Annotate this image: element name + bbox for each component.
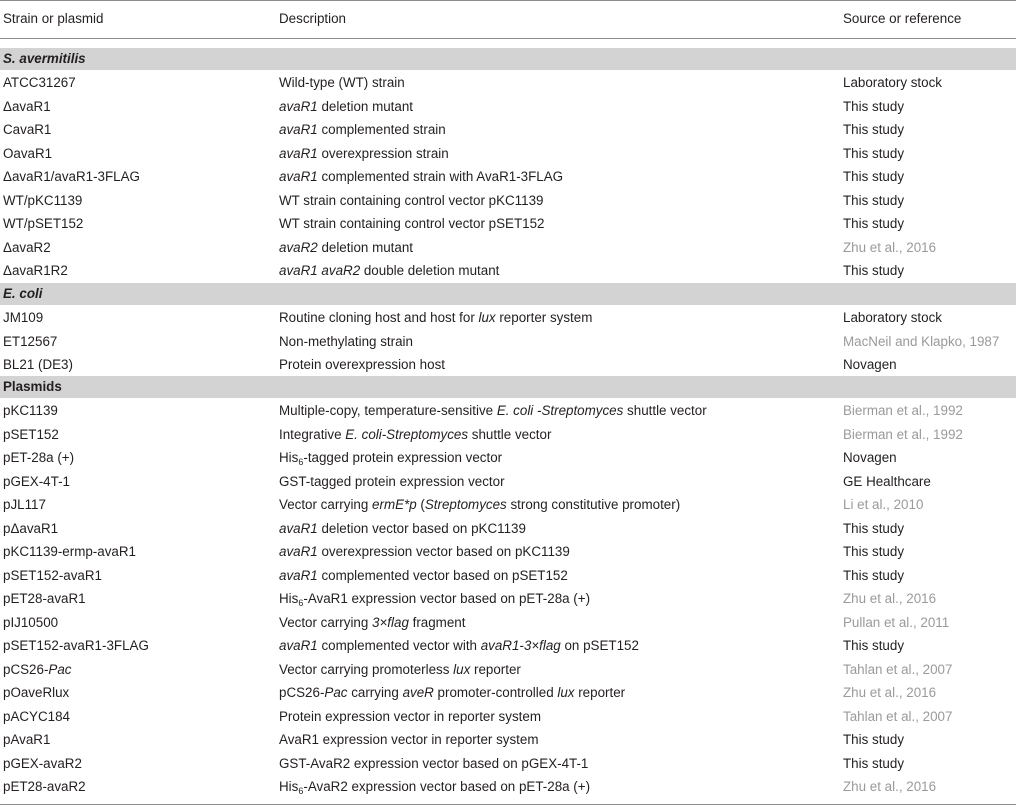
reference-link[interactable]: Tahlan et al., 2007 (843, 708, 953, 724)
description: Vector carrying 3×flag fragment (279, 614, 466, 630)
source-text: Laboratory stock (843, 310, 942, 325)
table-row (0, 634, 1016, 658)
reference-link[interactable]: Zhu et al., 2016 (843, 779, 937, 794)
table-row (0, 330, 1016, 354)
header-description: Description (279, 11, 346, 26)
strain-name: OavaR1 (3, 145, 53, 161)
source-text: This study (843, 544, 905, 559)
strain-name: ΔavaR1R2 (3, 263, 68, 278)
header-strain: Strain or plasmid (3, 11, 104, 26)
table-row (0, 705, 1016, 729)
strain-name: pKC1139-ermp-avaR1 (3, 544, 136, 559)
description: AvaR1 expression vector in reporter system (279, 732, 539, 747)
source-text: This study (843, 122, 905, 137)
description: avaR2 deletion mutant (279, 239, 414, 255)
strain-name: pIJ10500 (3, 614, 59, 630)
source-text: This study (843, 520, 905, 536)
strain-name: pGEX-avaR2 (3, 755, 82, 771)
source-text: This study (843, 169, 905, 184)
reference-link[interactable]: Zhu et al., 2016 (843, 239, 937, 255)
table-row (0, 165, 1016, 189)
source-text: This study (843, 732, 905, 747)
strain-name: JM109 (3, 310, 44, 325)
description: His$_6$-tagged protein expression vector (279, 450, 503, 467)
reference-link[interactable]: MacNeil and Klapko, 1987 (843, 333, 1000, 349)
table-bottom-rule (0, 804, 1016, 805)
strain-name: pSET152-avaR1-3FLAG (3, 638, 149, 653)
section-title: S. avermitilis (3, 51, 86, 66)
description: Routine cloning host and host for lux reporter system (279, 310, 593, 325)
description: avaR1 complemented vector based on pSET152 (279, 567, 568, 583)
strain-name: ΔavaR1/avaR1-3FLAG (3, 169, 140, 184)
strain-name: pKC1139 (3, 403, 58, 418)
table-row (0, 564, 1016, 588)
table-row (0, 611, 1016, 635)
description: Integrative E. coli-Streptomyces shuttle vector (279, 426, 552, 442)
table-row (0, 493, 1016, 517)
table-row (0, 212, 1016, 236)
strain-name: pGEX-4T-1 (3, 473, 70, 489)
source-text: This study (843, 145, 905, 161)
description: His$_6$-AvaR2 expression vector based on pET-28a (+) (279, 779, 591, 796)
strain-name: pAvaR1 (3, 732, 51, 747)
source-text: Novagen (843, 450, 897, 465)
table-row (0, 423, 1016, 447)
strain-name: pET-28a (+) (3, 450, 75, 465)
reference-link[interactable]: Zhu et al., 2016 (843, 685, 937, 700)
description: avaR1 complemented vector with avaR1-3×flag on pSET152 (279, 638, 639, 653)
strain-name: ΔavaR1 (3, 98, 51, 114)
description: Protein expression vector in reporter system (279, 708, 541, 724)
source-text: This study (843, 192, 905, 208)
description: pCS26-Pac carrying aveR promoter-controlled lux reporter (279, 685, 626, 700)
strain-name: pET28-avaR1 (3, 591, 86, 606)
reference-link[interactable]: Tahlan et al., 2007 (843, 661, 953, 677)
table-row (0, 728, 1016, 752)
strain-name: ΔavaR2 (3, 239, 51, 255)
description: avaR1 avaR2 double deletion mutant (279, 263, 500, 278)
description: GST-AvaR2 expression vector based on pGEX-4T-1 (279, 755, 589, 771)
description: avaR1 complemented strain with AvaR1-3FLAG (279, 169, 564, 184)
source-text: Laboratory stock (843, 75, 942, 90)
strain-name: pΔavaR1 (3, 520, 59, 536)
description: WT strain containing control vector pKC1139 (279, 192, 544, 208)
source-text: GE Healthcare (843, 473, 931, 489)
reference-link[interactable]: Bierman et al., 1992 (843, 426, 963, 442)
description: Non-methylating strain (279, 333, 413, 349)
table-row (0, 353, 1016, 377)
strain-name: BL21 (DE3) (3, 357, 73, 372)
description: WT strain containing control vector pSET152 (279, 216, 545, 231)
section-title: Plasmids (3, 379, 62, 394)
section-header (0, 48, 1016, 70)
table-header-row (0, 0, 1016, 38)
header-bottom-rule (0, 38, 1016, 39)
strain-name: pET28-avaR2 (3, 779, 86, 794)
reference-link[interactable]: Pullan et al., 2011 (843, 614, 950, 630)
table-row (0, 681, 1016, 705)
table-row (0, 306, 1016, 330)
description: Wild-type (WT) strain (279, 75, 405, 90)
description: avaR1 overexpression vector based on pKC1139 (279, 544, 570, 559)
description: Vector carrying ermE*p (Streptomyces strong constitutive promoter) (279, 497, 681, 512)
source-text: This study (843, 638, 905, 653)
table-row (0, 95, 1016, 119)
strain-name: pSET152-avaR1 (3, 567, 102, 583)
description: Protein overexpression host (279, 357, 445, 372)
strain-name: ET12567 (3, 333, 58, 349)
strain-name: ATCC31267 (3, 75, 76, 90)
source-text: This study (843, 216, 905, 231)
table-row (0, 470, 1016, 494)
table-row (0, 236, 1016, 260)
source-text: Novagen (843, 357, 897, 372)
description: His$_6$-AvaR1 expression vector based on pET-28a (+) (279, 591, 591, 608)
header-source: Source or reference (843, 11, 962, 26)
description: avaR1 deletion mutant (279, 98, 414, 114)
table-row (0, 71, 1016, 95)
description: avaR1 complemented strain (279, 122, 446, 137)
reference-link[interactable]: Li et al., 2010 (843, 497, 924, 512)
table-row (0, 587, 1016, 611)
table-row (0, 540, 1016, 564)
table-row (0, 189, 1016, 213)
reference-link[interactable]: Zhu et al., 2016 (843, 591, 937, 606)
strain-name: pCS26-Pac (3, 661, 72, 677)
table-row (0, 259, 1016, 283)
description: Multiple-copy, temperature-sensitive E. coli -Streptomyces shuttle vector (279, 403, 707, 418)
source-text: This study (843, 98, 905, 114)
strain-name: WT/pSET152 (3, 216, 84, 231)
strain-name: pJL117 (3, 497, 46, 512)
strain-name: pACYC184 (3, 708, 70, 724)
table-row (0, 142, 1016, 166)
description: Vector carrying promoterless lux reporter (279, 661, 521, 677)
table-row (0, 658, 1016, 682)
description: avaR1 deletion vector based on pKC1139 (279, 520, 526, 536)
source-text: This study (843, 567, 905, 583)
section-header (0, 376, 1016, 398)
source-text: This study (843, 755, 905, 771)
source-text: This study (843, 263, 905, 278)
table-row (0, 752, 1016, 776)
strain-name: CavaR1 (3, 122, 52, 137)
table-row (0, 775, 1016, 799)
strain-name: pOaveRlux (3, 685, 70, 700)
reference-link[interactable]: Bierman et al., 1992 (843, 403, 963, 418)
strain-name: pSET152 (3, 426, 59, 442)
table-row (0, 399, 1016, 423)
description: GST-tagged protein expression vector (279, 473, 505, 489)
table-row (0, 446, 1016, 470)
section-header (0, 283, 1016, 305)
section-title: E. coli (3, 286, 43, 301)
strain-name: WT/pKC1139 (3, 192, 83, 208)
description: avaR1 overexpression strain (279, 145, 449, 161)
table-row (0, 118, 1016, 142)
table-row (0, 517, 1016, 541)
